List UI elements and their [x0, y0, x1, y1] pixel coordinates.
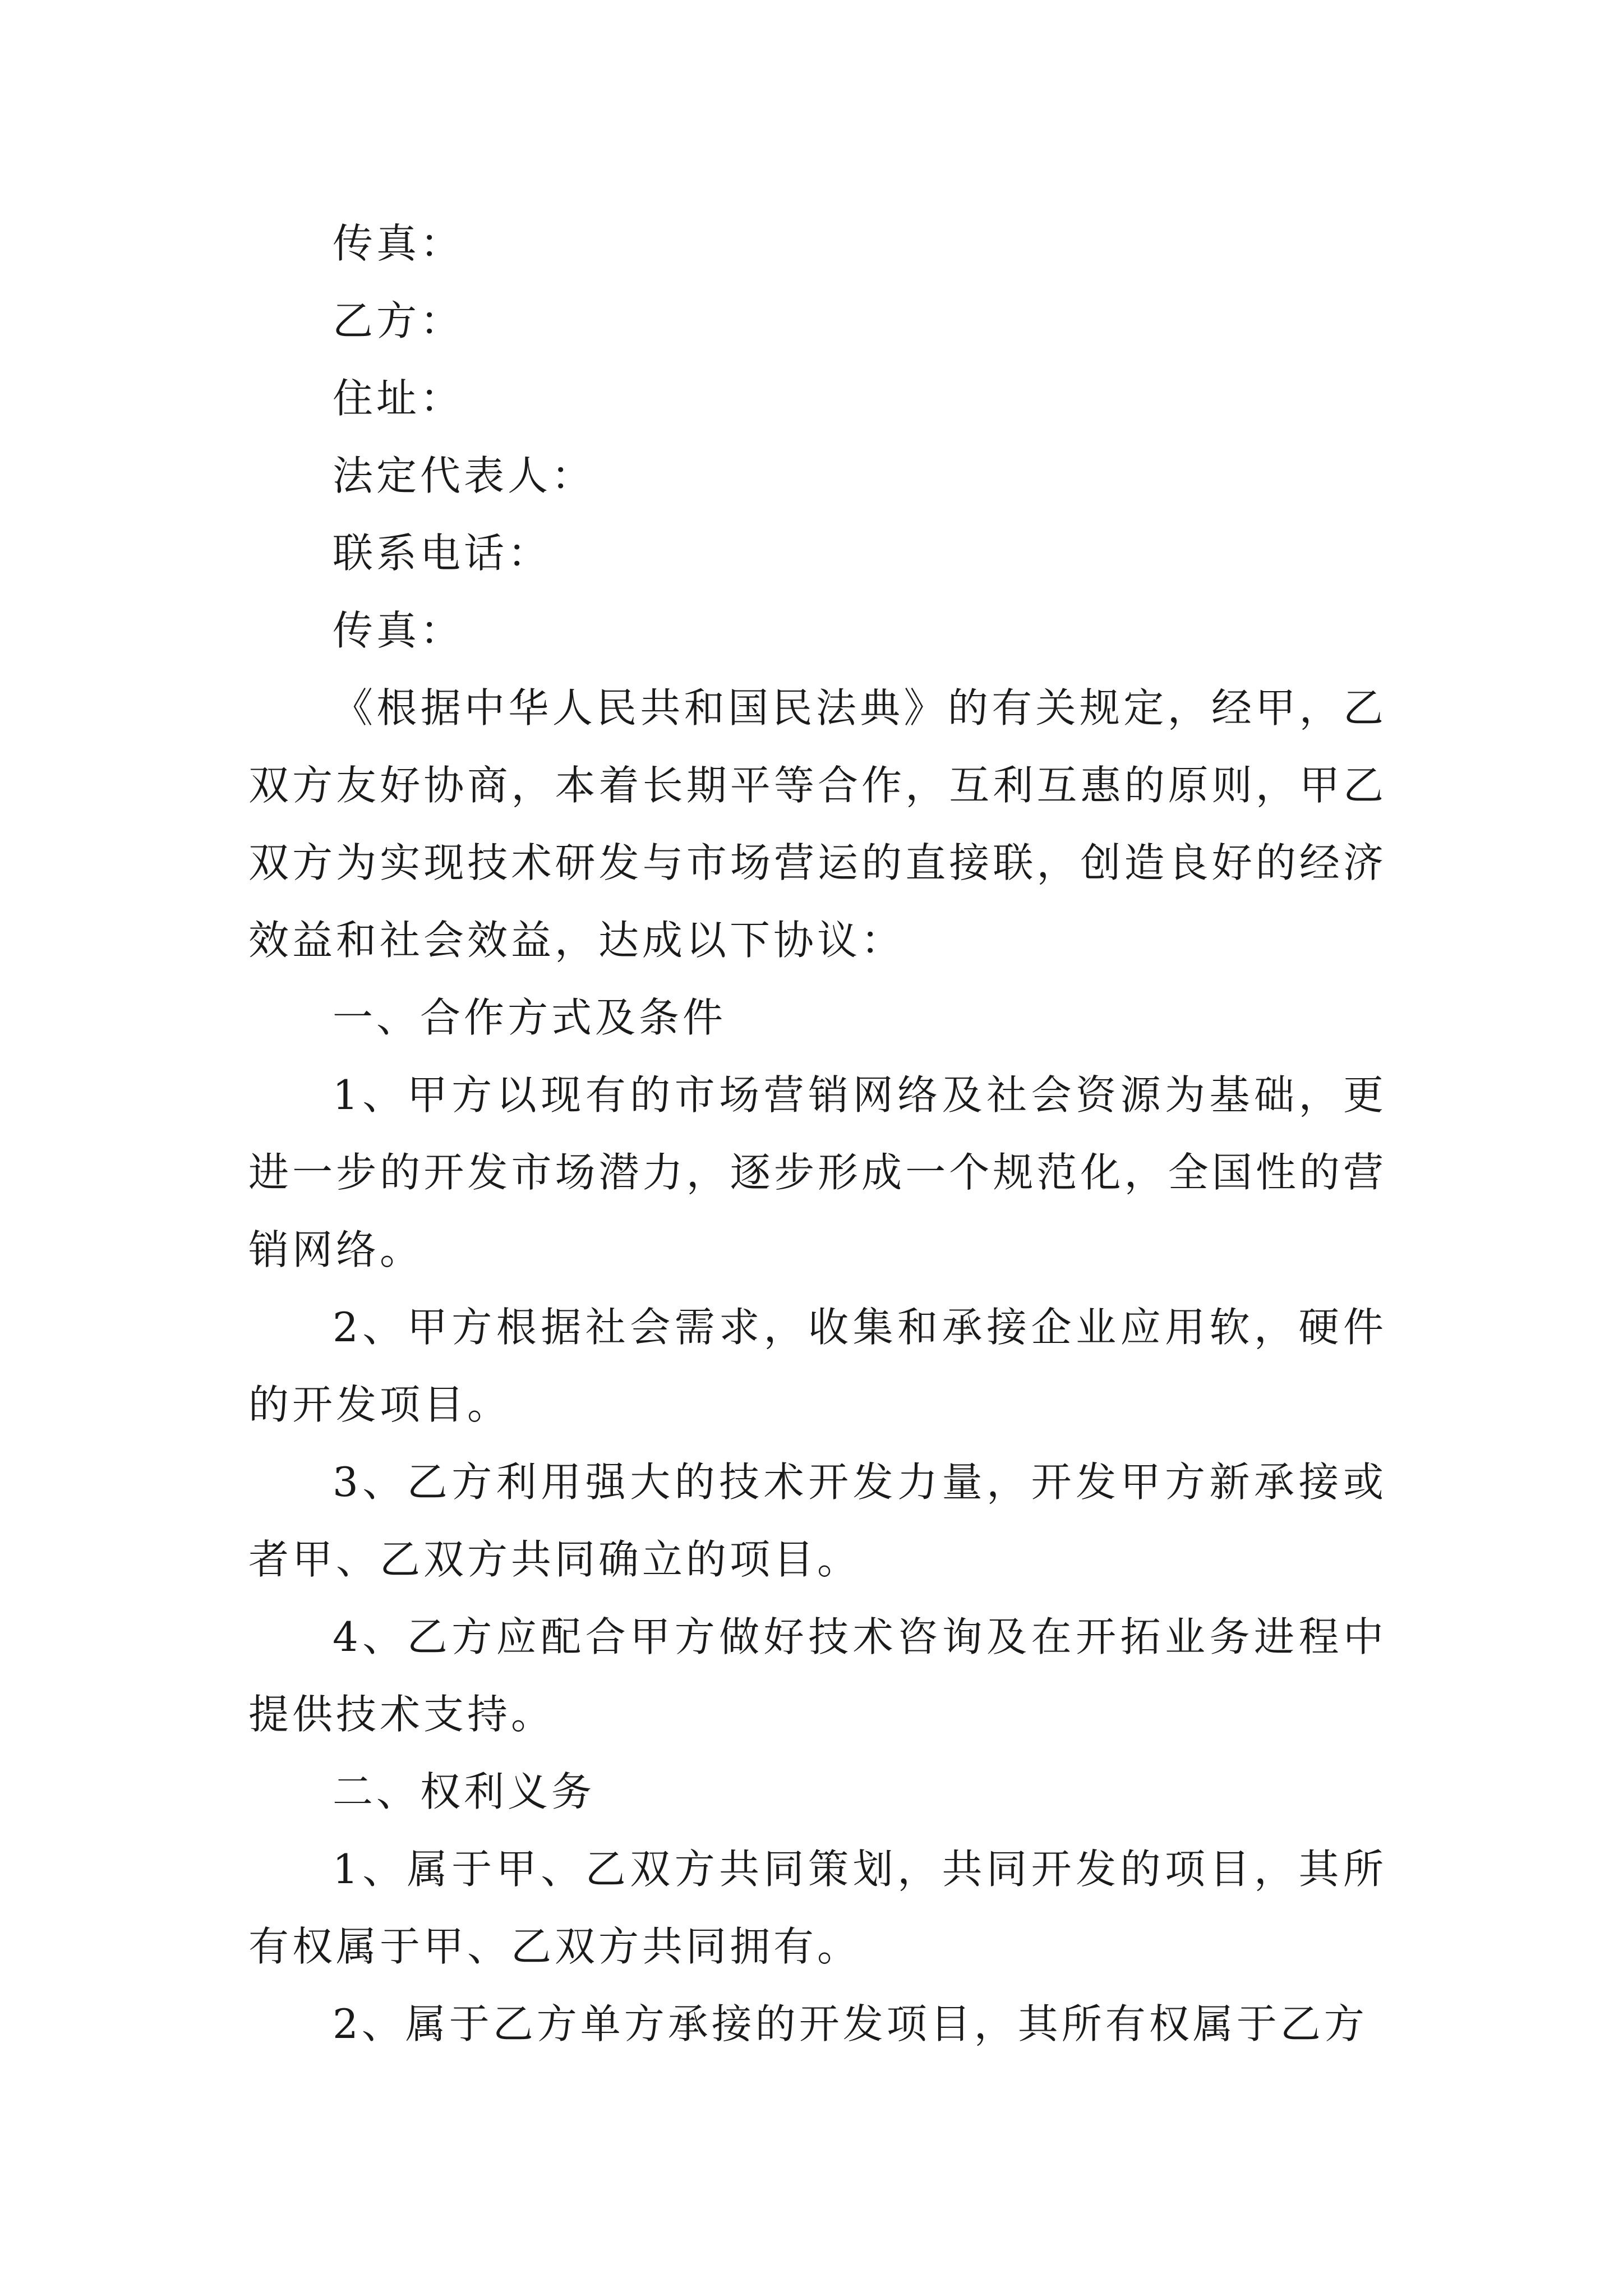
clause-1-1: 1、甲方以现有的市场营销网络及社会资源为基础，更进一步的开发市场潜力，逐步形成一个规范化，全国性的营销网络。: [248, 1071, 1387, 1273]
fax-line-party-a: 传真：: [333, 220, 464, 267]
clause-1-2: 2、甲方根据社会需求，收集和承接企业应用软，硬件的开发项目。: [248, 1304, 1387, 1428]
clause-2-1: 1、属于甲、乙双方共同策划，共同开发的项目，其所有权属于甲、乙双方共同拥有。: [248, 1846, 1387, 1970]
section-heading-cooperation: 一、合作方式及条件: [333, 994, 727, 1041]
address-line: 住址：: [333, 375, 464, 422]
fax-line-party-b: 传真：: [333, 607, 464, 654]
section-heading-rights: 二、权利义务: [333, 1768, 596, 1815]
clause-2-2: 2、属于乙方单方承接的开发项目，其所有权属于乙方: [333, 2000, 1368, 2047]
legal-representative-line: 法定代表人：: [333, 452, 596, 499]
clause-1-4: 4、乙方应配合甲方做好技术咨询及在开拓业务进程中提供技术支持。: [248, 1613, 1387, 1738]
phone-line: 联系电话：: [333, 530, 552, 577]
party-b-line: 乙方：: [333, 297, 464, 344]
document-body: [248, 205, 1387, 2063]
preamble-paragraph: 《根据中华人民共和国民法典》的有关规定，经甲，乙双方友好协商，本着长期平等合作，互利互惠的原则，甲乙双方为实现技术研发与市场营运的直接联，创造良好的经济效益和社会效益，达成以下协议：: [248, 684, 1387, 964]
clause-1-3: 3、乙方利用强大的技术开发力量，开发甲方新承接或者甲、乙双方共同确立的项目。: [248, 1458, 1387, 1583]
